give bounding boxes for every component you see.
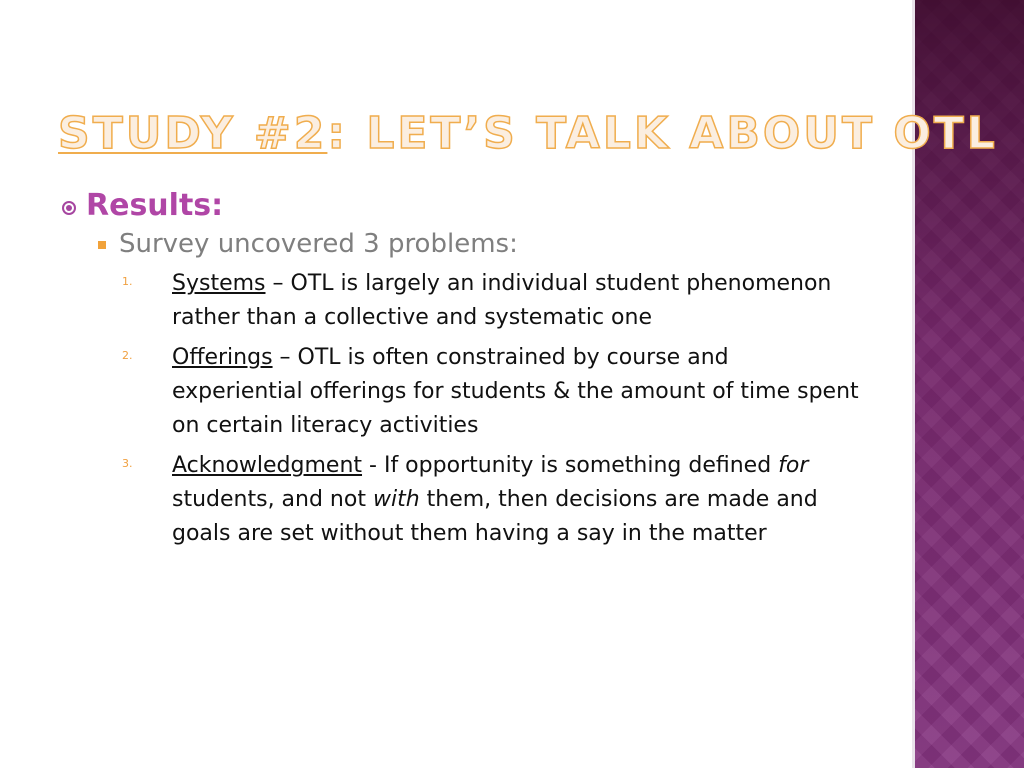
emphasis-with: with [372, 487, 420, 512]
item-number: 2. [122, 349, 133, 362]
item-separator: - [362, 453, 384, 478]
emphasis-for: for [778, 453, 809, 478]
square-bullet-icon [98, 241, 106, 249]
bullet-results [62, 188, 862, 223]
item-description-part: students, and not [172, 487, 373, 512]
item-term: Acknowledgment [172, 453, 363, 478]
item-description-part: them, then decisions are made and goals are set without them having a say in the matter [172, 487, 818, 546]
item-description: OTL is largely an individual student phenomenon rather than a collective and systematic one [172, 271, 832, 330]
bullet-survey [98, 229, 862, 259]
item-separator: – [272, 345, 298, 370]
problems-list [62, 267, 862, 551]
item-separator: – [265, 271, 291, 296]
title-rest: : LET’S TALK ABOUT OTL [327, 108, 998, 159]
item-number: 1. [122, 275, 133, 288]
slide-title [58, 108, 998, 159]
item-term: Offerings [172, 345, 273, 370]
slide-body [62, 188, 862, 557]
item-description: OTL is often constrained by course and experiential offerings for students & the amount of time spent on certain literacy activities [172, 345, 859, 438]
item-term: Systems [172, 271, 266, 296]
list-item [62, 449, 862, 551]
item-number: 3. [122, 457, 133, 470]
list-item [62, 267, 862, 335]
title-study-number: STUDY #2 [58, 108, 328, 159]
survey-text: Survey uncovered 3 problems: [119, 229, 518, 259]
radio-bullet-icon [62, 201, 76, 215]
item-description-part: If opportunity is something defined [383, 453, 779, 478]
results-heading: Results: [86, 188, 224, 223]
list-item [62, 341, 862, 443]
